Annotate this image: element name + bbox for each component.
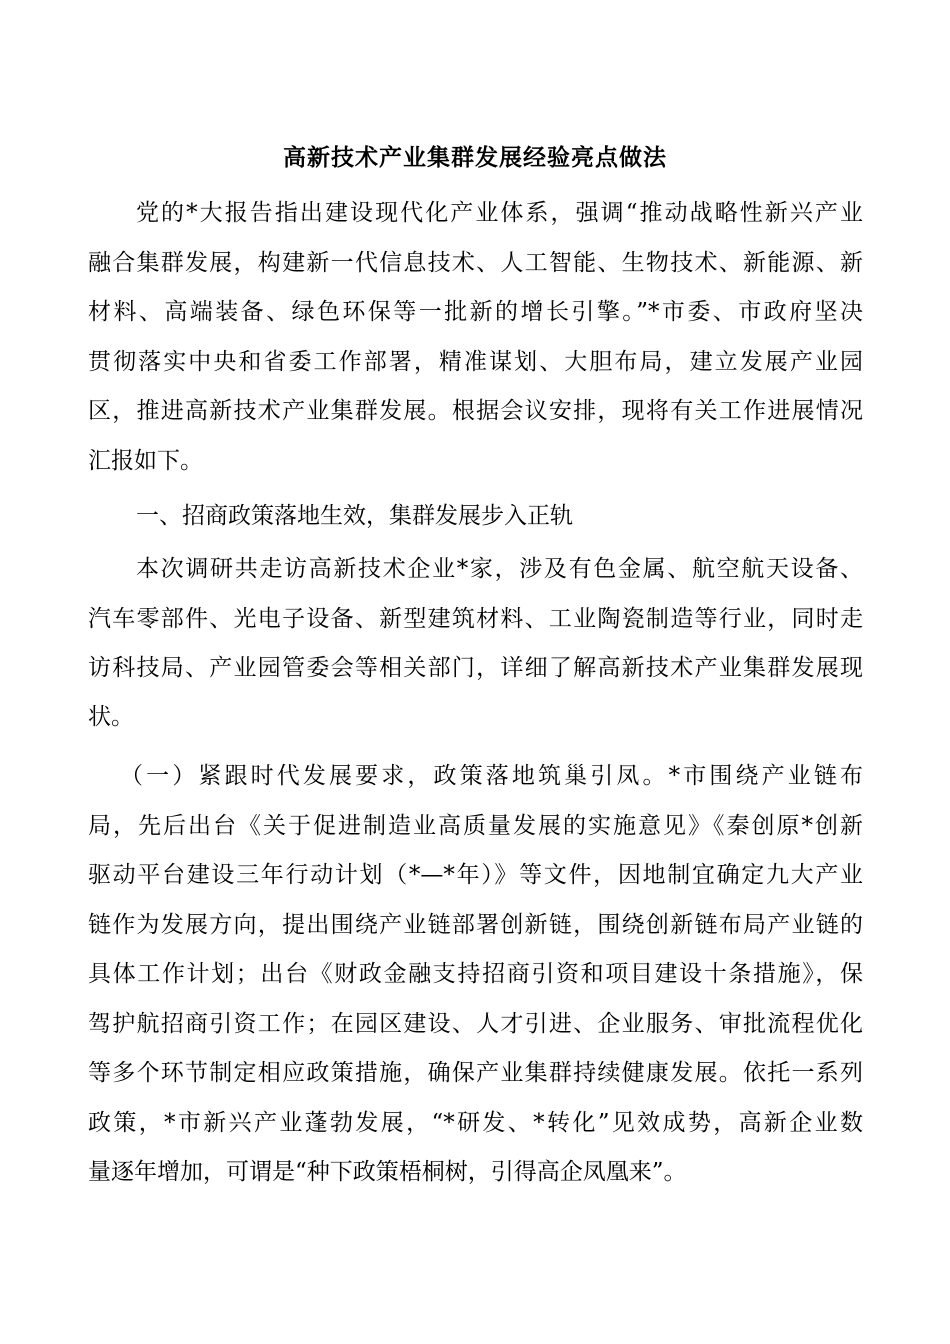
paragraph-line: 本次调研共走访高新技术企业*家，涉及有色金属、航空航天设备、 (136, 556, 863, 582)
paragraph-line: 汇报如下。 (88, 448, 203, 474)
document-title: 高新技术产业集群发展经验亮点做法 (283, 144, 667, 171)
paragraph-line: 贯彻落实中央和省委工作部署，精准谋划、大胆布局，建立发展产业园 (88, 349, 863, 375)
paragraph-line: 政策，*市新兴产业蓬勃发展，“*研发、*转化”见效成势，高新企业数 (88, 1110, 863, 1136)
paragraph-line: 访科技局、产业园管委会等相关部门，详细了解高新技术产业集群发展现 (88, 655, 863, 681)
paragraph-line: 驱动平台建设三年行动计划（*—*年）》等文件，因地制宜确定九大产业 (88, 862, 863, 888)
section-heading: 一、招商政策落地生效，集群发展步入正轨 (136, 503, 573, 529)
paragraph-line: 驾护航招商引资工作；在园区建设、人才引进、企业服务、审批流程优化 (88, 1011, 863, 1037)
paragraph-line: 区，推进高新技术产业集群发展。根据会议安排，现将有关工作进展情况 (88, 398, 863, 424)
paragraph-line: 材料、高端装备、绿色环保等一批新的增长引擎。”*市委、市政府坚决 (88, 299, 863, 325)
paragraph-line: 链作为发展方向，提出围绕产业链部署创新链，围绕创新链布局产业链的 (88, 912, 863, 938)
paragraph-line: 融合集群发展，构建新一代信息技术、人工智能、生物技术、新能源、新 (88, 250, 863, 276)
paragraph-line: 等多个环节制定相应政策措施，确保产业集群持续健康发展。依托一系列 (88, 1060, 863, 1086)
paragraph-line: （一）紧跟时代发展要求，政策落地筑巢引凤。*市围绕产业链布 (120, 763, 863, 789)
paragraph-line: 局，先后出台《关于促进制造业高质量发展的实施意见》《秦创原*创新 (88, 813, 863, 839)
paragraph-line: 汽车零部件、光电子设备、新型建筑材料、工业陶瓷制造等行业，同时走 (88, 606, 863, 632)
paragraph-line: 具体工作计划；出台《财政金融支持招商引资和项目建设十条措施》，保 (88, 961, 863, 987)
paragraph-line: 量逐年增加，可谓是“种下政策梧桐树，引得高企凤凰来”。 (88, 1159, 687, 1185)
paragraph-line: 状。 (88, 704, 134, 730)
paragraph-line: 党的*大报告指出建设现代化产业体系，强调“推动战略性新兴产业 (136, 200, 863, 226)
